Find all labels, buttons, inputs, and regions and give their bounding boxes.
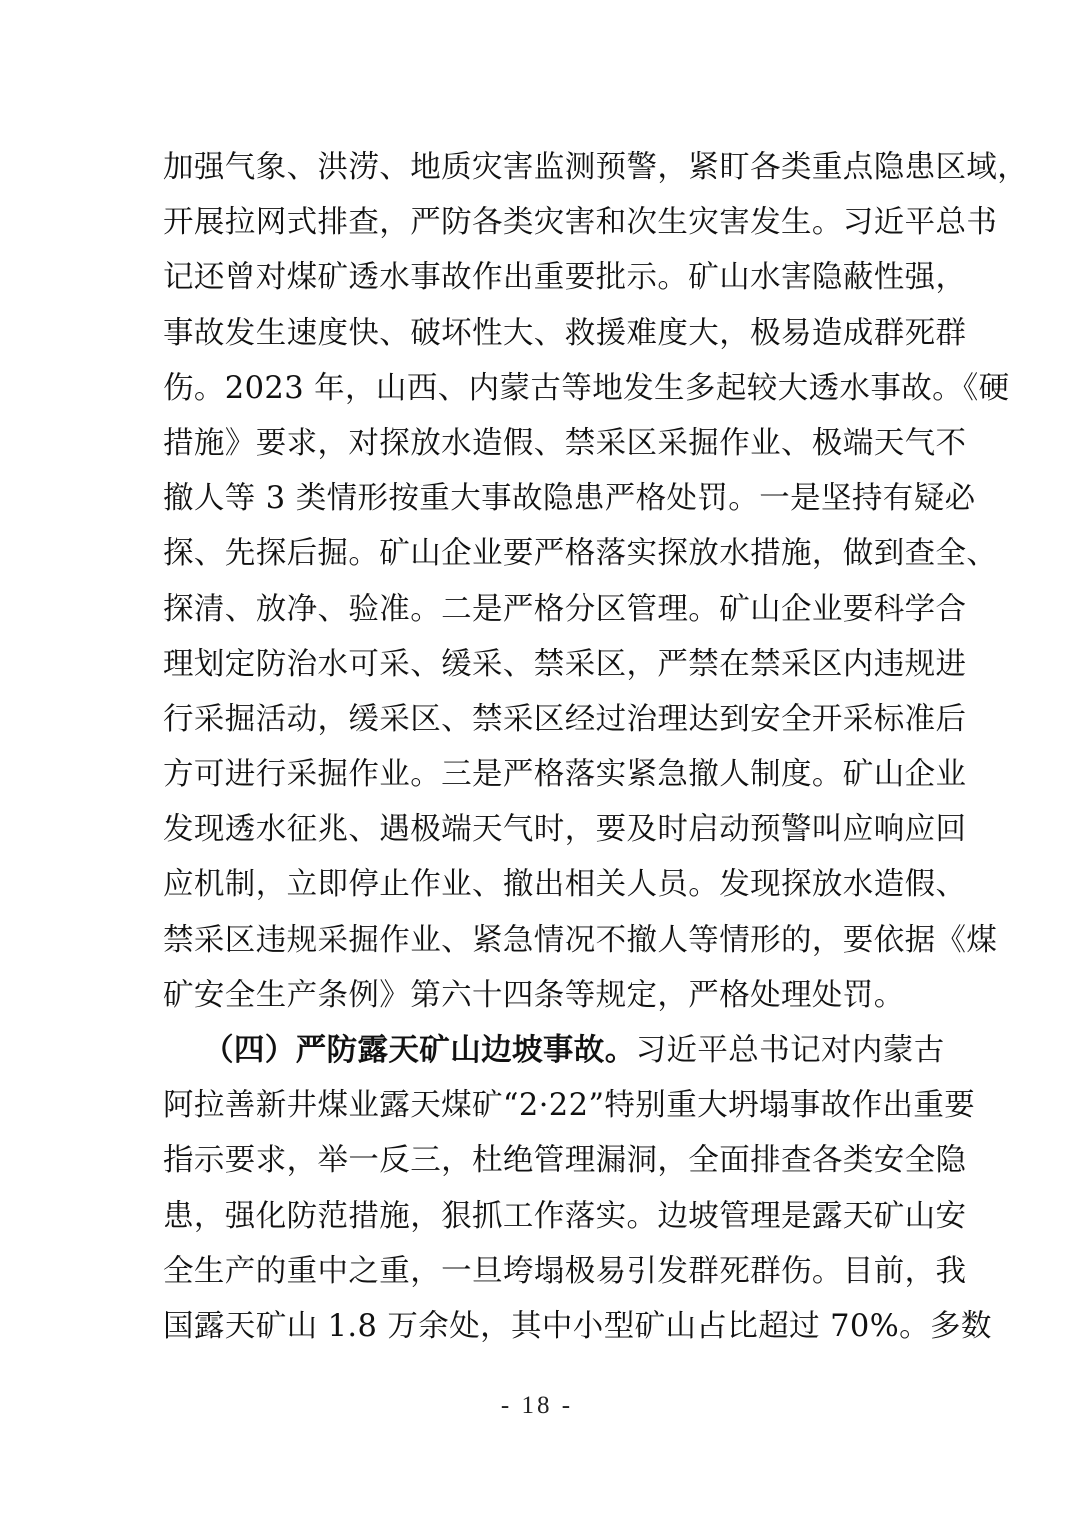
text-line-16: 矿安全生产条例》第六十四条等规定，严格处理处罚。 <box>163 977 905 1013</box>
section-line-5: 全生产的重中之重，一旦垮塌极易引发群死群伤。目前，我 <box>163 1253 967 1289</box>
section-heading: （四）严防露天矿山边坡事故。 <box>203 1032 636 1068</box>
body-text <box>163 140 1029 1354</box>
text-line-3: 记还曾对煤矿透水事故作出重要批示。矿山水害隐蔽性强， <box>163 260 967 296</box>
text-line-11: 行采掘活动，缓采区、禁采区经过治理达到安全开采标准后 <box>163 701 967 737</box>
text-line-5: 伤。2023 年，山西、内蒙古等地发生多起较大透水事故。《硬 <box>163 370 1010 406</box>
text-line-10: 理划定防治水可采、缓采、禁采区，严禁在禁采区内违规进 <box>163 646 967 682</box>
text-line-9: 探清、放净、验准。二是严格分区管理。矿山企业要科学合 <box>163 591 967 627</box>
text-line-8: 探、先探后掘。矿山企业要严格落实探放水措施，做到查全、 <box>163 536 998 572</box>
text-line-14: 应机制，立即停止作业、撤出相关人员。发现探放水造假、 <box>163 867 967 903</box>
section-line-2: 阿拉善新井煤业露天煤矿“2·22”特别重大坍塌事故作出重要 <box>163 1088 976 1124</box>
section-line-3: 指示要求，举一反三，杜绝管理漏洞，全面排查各类安全隐 <box>163 1143 967 1179</box>
text-line-15: 禁采区违规采掘作业、紧急情况不撤人等情形的，要依据《煤 <box>163 922 998 958</box>
text-line-2: 开展拉网式排查，严防各类灾害和次生灾害发生。习近平总书 <box>163 205 998 241</box>
page-number: - 18 - <box>500 1392 574 1419</box>
text-line-12: 方可进行采掘作业。三是严格落实紧急撤人制度。矿山企业 <box>163 757 967 793</box>
section-first-line <box>163 1023 945 1078</box>
section-first-line-rest: 习近平总书记对内蒙古 <box>635 1033 945 1068</box>
text-line-7: 撤人等 3 类情形按重大事故隐患严格处罚。一是坚持有疑必 <box>163 481 976 517</box>
text-line-6: 措施》要求，对探放水造假、禁采区采掘作业、极端天气不 <box>163 425 967 461</box>
section-line-6: 国露天矿山 1.8 万余处，其中小型矿山占比超过 70%。多数 <box>163 1308 992 1344</box>
section-line-4: 患，强化防范措施，狠抓工作落实。边坡管理是露天矿山安 <box>163 1198 967 1234</box>
text-line-4: 事故发生速度快、破坏性大、救援难度大，极易造成群死群 <box>163 315 967 351</box>
text-line-13: 发现透水征兆、遇极端天气时，要及时启动预警叫应响应回 <box>163 812 967 848</box>
text-line-1: 加强气象、洪涝、地质灾害监测预警，紧盯各类重点隐患区域， <box>163 150 1029 185</box>
